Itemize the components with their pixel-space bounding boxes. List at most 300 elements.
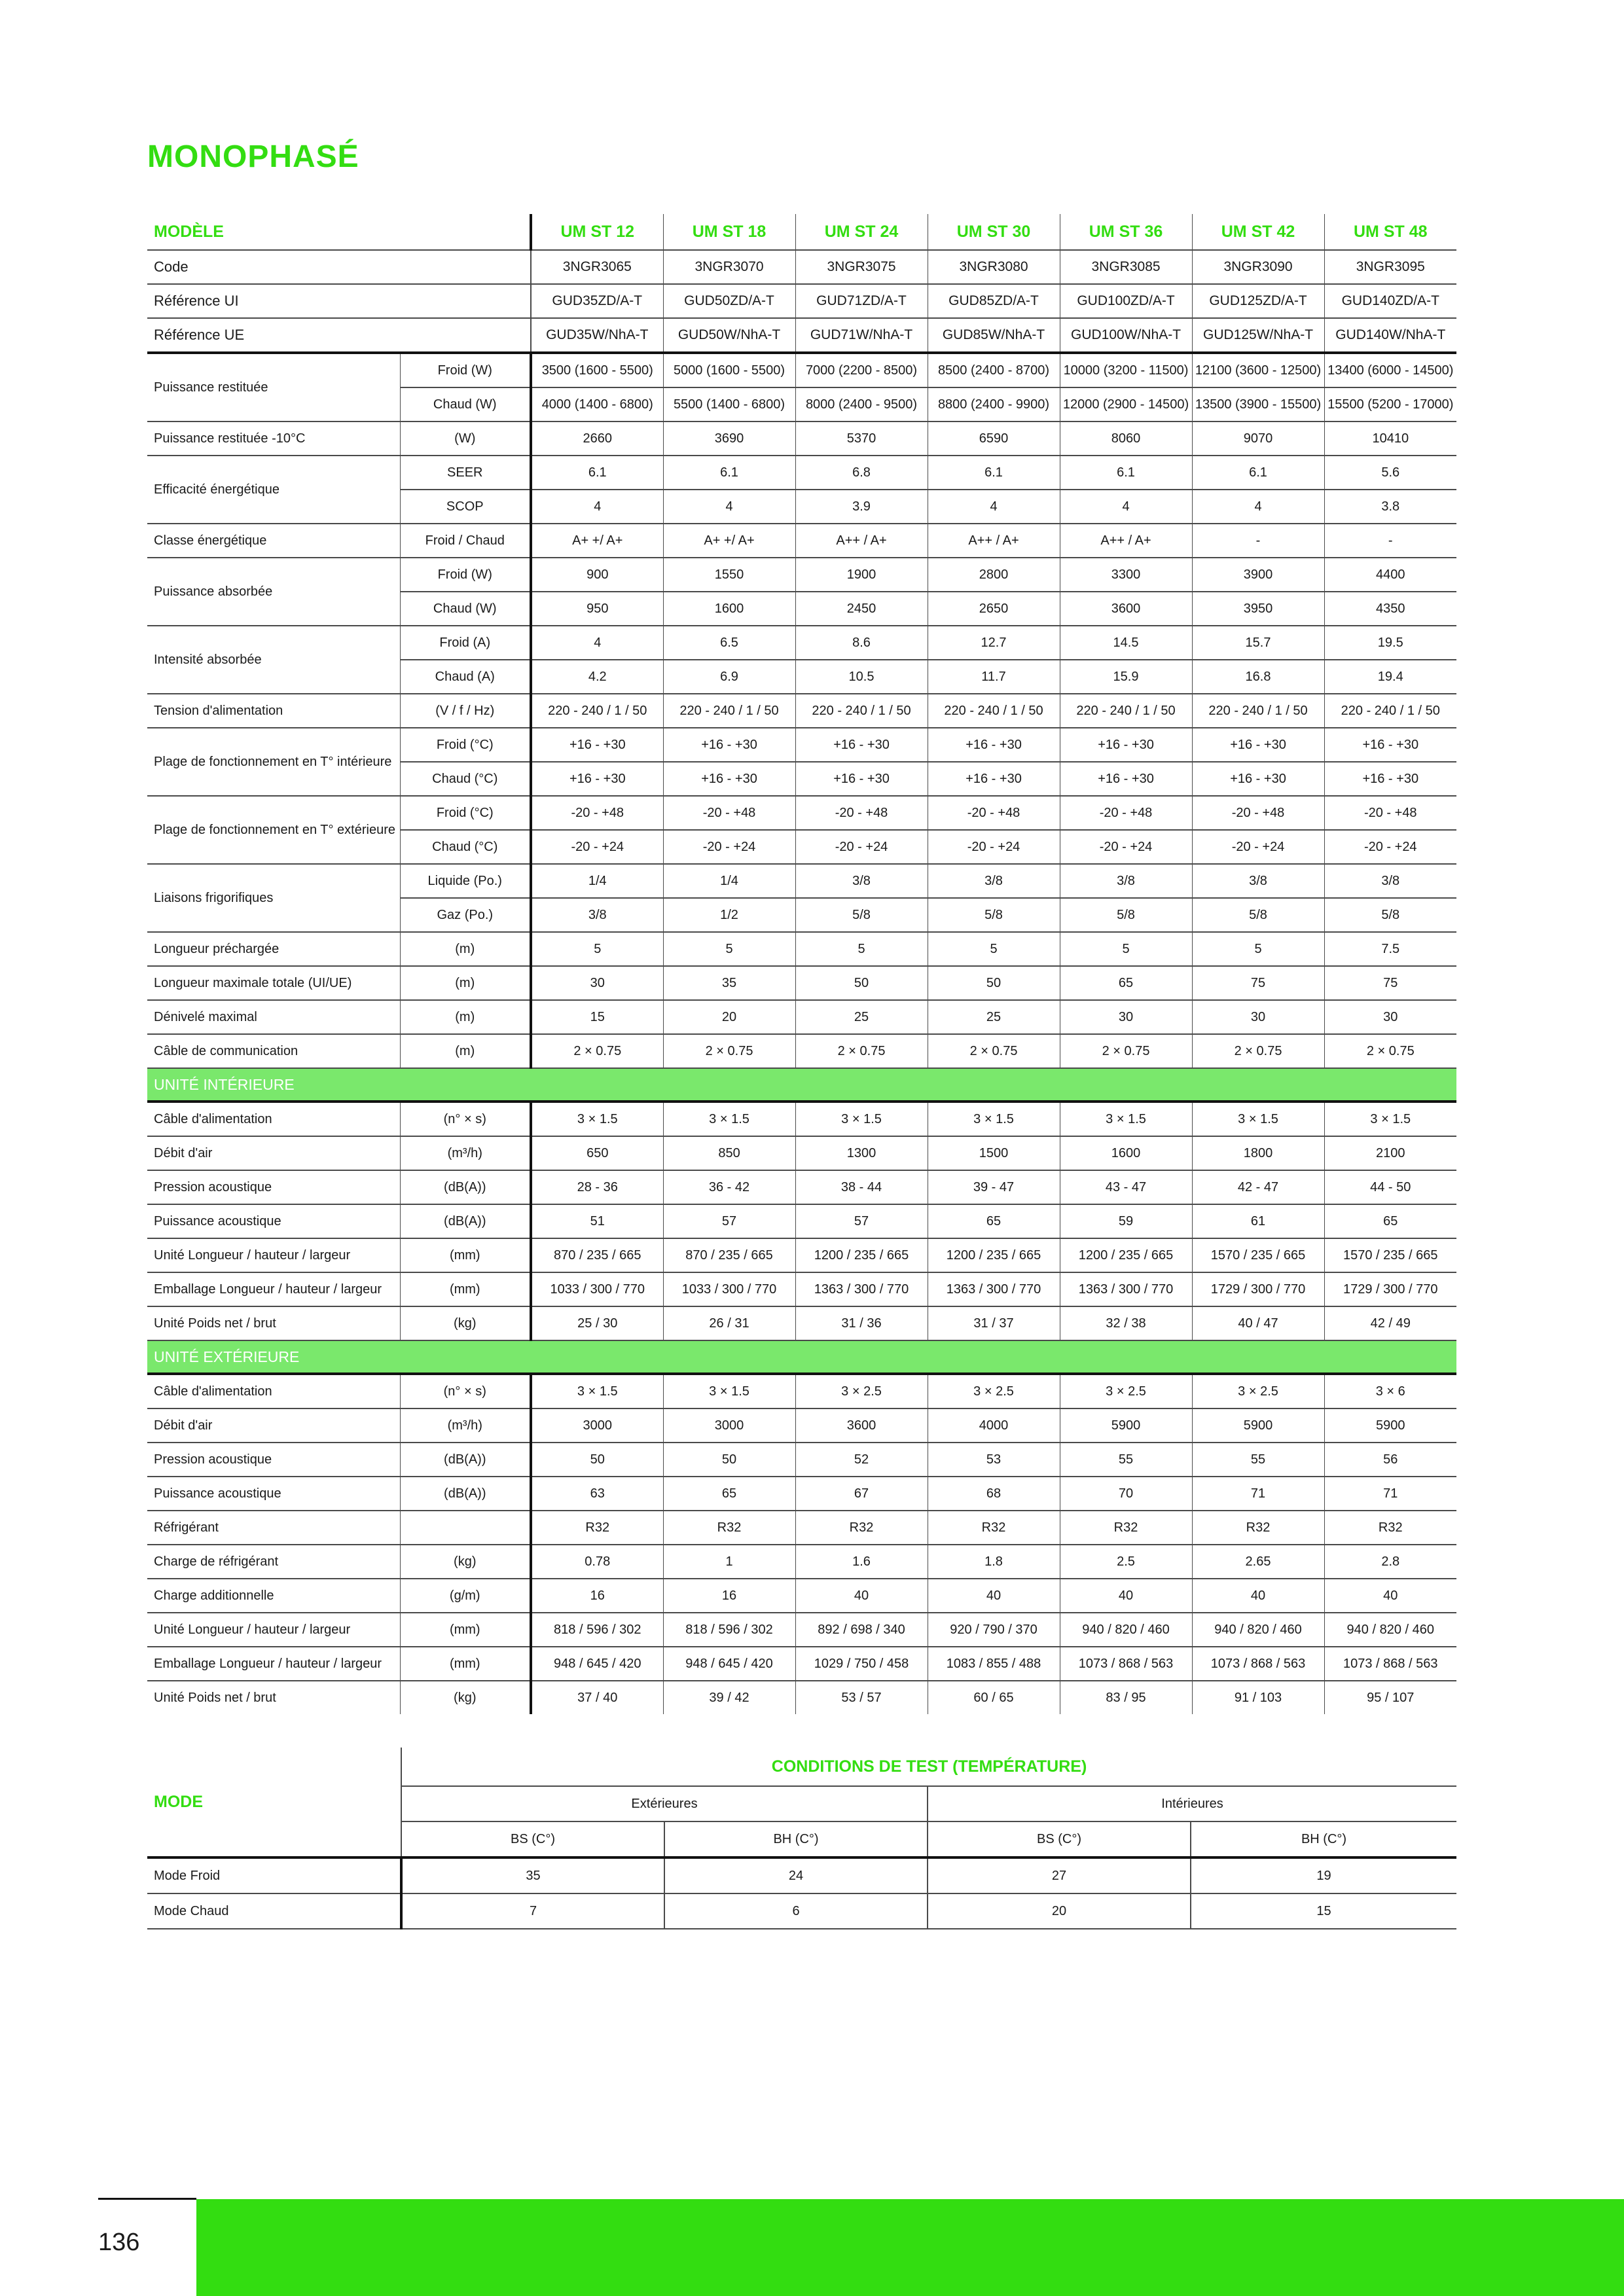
spec-table [147, 214, 1456, 1714]
value-cell: +16 - +30 [1324, 762, 1456, 796]
value-cell: +16 - +30 [1192, 728, 1324, 762]
value-cell: GUD71ZD/A-T [795, 284, 928, 318]
value-cell: 1200 / 235 / 665 [1060, 1238, 1192, 1272]
value-cell: -20 - +24 [1060, 830, 1192, 864]
row-label: Câble de communication [147, 1034, 400, 1068]
value-cell: GUD71W/NhA-T [795, 318, 928, 353]
value-cell: 31 / 36 [795, 1306, 928, 1340]
value-cell: 3/8 [531, 898, 663, 932]
value-cell: 43 - 47 [1060, 1170, 1192, 1204]
value-cell: 6.8 [795, 456, 928, 490]
value-cell: 1073 / 868 / 563 [1192, 1647, 1324, 1681]
value-cell: 50 [795, 966, 928, 1000]
value-cell: 7 [401, 1893, 664, 1929]
value-cell: 24 [664, 1857, 928, 1893]
row-label: Liaisons frigorifiques [147, 864, 400, 932]
value-cell: 35 [663, 966, 795, 1000]
unit-cell [400, 1511, 531, 1545]
value-cell: +16 - +30 [531, 728, 663, 762]
table-row [147, 694, 1456, 728]
value-cell: 3950 [1192, 592, 1324, 626]
model-header: UM ST 30 [928, 214, 1060, 250]
row-label: Intensité absorbée [147, 626, 400, 694]
value-cell: 15500 (5200 - 17000) [1324, 387, 1456, 422]
row-label: Référence UI [147, 284, 531, 318]
unit-cell: (m) [400, 966, 531, 1000]
value-cell: GUD35ZD/A-T [531, 284, 663, 318]
value-cell: 83 / 95 [1060, 1681, 1192, 1714]
value-cell: 3 × 1.5 [531, 1102, 663, 1136]
value-cell: -20 - +48 [1192, 796, 1324, 830]
value-cell: R32 [663, 1511, 795, 1545]
value-cell: 220 - 240 / 1 / 50 [663, 694, 795, 728]
subheader-cell: BH (C°) [664, 1821, 928, 1857]
row-label: Classe énergétique [147, 524, 400, 558]
value-cell: 6.1 [1060, 456, 1192, 490]
value-cell: -20 - +24 [1192, 830, 1324, 864]
value-cell: +16 - +30 [1060, 728, 1192, 762]
value-cell: 1 [663, 1545, 795, 1579]
row-label: Unité Longueur / hauteur / largeur [147, 1613, 400, 1647]
value-cell: 31 / 37 [928, 1306, 1060, 1340]
value-cell: 3 × 6 [1324, 1374, 1456, 1408]
value-cell: 8.6 [795, 626, 928, 660]
value-cell: 63 [531, 1477, 663, 1511]
value-cell: 10410 [1324, 422, 1456, 456]
unit-cell: Chaud (W) [400, 387, 531, 422]
value-cell: 1570 / 235 / 665 [1192, 1238, 1324, 1272]
group-header-exterieures: Extérieures [401, 1786, 928, 1821]
value-cell: 4 [531, 626, 663, 660]
value-cell: 3 × 1.5 [928, 1102, 1060, 1136]
value-cell: 1363 / 300 / 770 [928, 1272, 1060, 1306]
value-cell: 19.5 [1324, 626, 1456, 660]
value-cell: 40 [1324, 1579, 1456, 1613]
row-label: Câble d'alimentation [147, 1102, 400, 1136]
row-label: Unité Poids net / brut [147, 1306, 400, 1340]
value-cell: +16 - +30 [1192, 762, 1324, 796]
value-cell: 4 [928, 490, 1060, 524]
unit-cell: Froid (W) [400, 353, 531, 387]
table-row [147, 1272, 1456, 1306]
value-cell: 1900 [795, 558, 928, 592]
value-cell: GUD100W/NhA-T [1060, 318, 1192, 353]
value-cell: GUD50ZD/A-T [663, 284, 795, 318]
value-cell: 1500 [928, 1136, 1060, 1170]
value-cell: 35 [401, 1857, 664, 1893]
value-cell: 40 [1192, 1579, 1324, 1613]
value-cell: 50 [663, 1443, 795, 1477]
value-cell: 51 [531, 1204, 663, 1238]
value-cell: 7.5 [1324, 932, 1456, 966]
value-cell: R32 [531, 1511, 663, 1545]
value-cell: 30 [1192, 1000, 1324, 1034]
table-row [147, 1545, 1456, 1579]
table-row [147, 1374, 1456, 1408]
value-cell: 1729 / 300 / 770 [1192, 1272, 1324, 1306]
value-cell: 1073 / 868 / 563 [1324, 1647, 1456, 1681]
value-cell: GUD100ZD/A-T [1060, 284, 1192, 318]
value-cell: 5500 (1400 - 6800) [663, 387, 795, 422]
value-cell: 67 [795, 1477, 928, 1511]
row-label: Unité Longueur / hauteur / largeur [147, 1238, 400, 1272]
value-cell: 3NGR3065 [531, 250, 663, 284]
value-cell: 30 [1324, 1000, 1456, 1034]
value-cell: 2660 [531, 422, 663, 456]
unit-cell: (m) [400, 932, 531, 966]
value-cell: 37 / 40 [531, 1681, 663, 1714]
page-number: 136 [98, 2229, 140, 2256]
row-label: Débit d'air [147, 1136, 400, 1170]
table-row [147, 1408, 1456, 1443]
value-cell: 3NGR3095 [1324, 250, 1456, 284]
value-cell: 4 [663, 490, 795, 524]
value-cell: 13500 (3900 - 15500) [1192, 387, 1324, 422]
table-row [147, 1000, 1456, 1034]
unit-cell: (W) [400, 422, 531, 456]
value-cell: 1550 [663, 558, 795, 592]
value-cell: 5 [928, 932, 1060, 966]
row-label: Mode Chaud [147, 1893, 401, 1929]
row-label: Puissance acoustique [147, 1204, 400, 1238]
value-cell: 1363 / 300 / 770 [1060, 1272, 1192, 1306]
value-cell: 20 [663, 1000, 795, 1034]
table-row [147, 318, 1456, 353]
table-row [147, 1893, 1456, 1929]
value-cell: 44 - 50 [1324, 1170, 1456, 1204]
value-cell: 55 [1060, 1443, 1192, 1477]
value-cell: -20 - +48 [1324, 796, 1456, 830]
unit-cell: Froid (A) [400, 626, 531, 660]
model-header: UM ST 48 [1324, 214, 1456, 250]
row-label: Charge de réfrigérant [147, 1545, 400, 1579]
value-cell: 3690 [663, 422, 795, 456]
value-cell: 4 [1060, 490, 1192, 524]
unit-cell: Froid / Chaud [400, 524, 531, 558]
value-cell: 940 / 820 / 460 [1324, 1613, 1456, 1647]
value-cell: 4 [1192, 490, 1324, 524]
row-label: Puissance restituée [147, 353, 400, 422]
unit-cell: (dB(A)) [400, 1204, 531, 1238]
value-cell: 220 - 240 / 1 / 50 [1192, 694, 1324, 728]
value-cell: 30 [1060, 1000, 1192, 1034]
unit-cell: (mm) [400, 1613, 531, 1647]
value-cell: -20 - +48 [1060, 796, 1192, 830]
value-cell: 220 - 240 / 1 / 50 [928, 694, 1060, 728]
value-cell: 3300 [1060, 558, 1192, 592]
table-row [147, 1170, 1456, 1204]
value-cell: 57 [663, 1204, 795, 1238]
row-label: Mode Froid [147, 1857, 401, 1893]
value-cell: 5/8 [1192, 898, 1324, 932]
value-cell: 3/8 [795, 864, 928, 898]
value-cell: 8000 (2400 - 9500) [795, 387, 928, 422]
value-cell: 3/8 [1192, 864, 1324, 898]
value-cell: 3.9 [795, 490, 928, 524]
value-cell: 1073 / 868 / 563 [1060, 1647, 1192, 1681]
value-cell: 850 [663, 1136, 795, 1170]
group-header-interieures: Intérieures [928, 1786, 1456, 1821]
value-cell: 870 / 235 / 665 [663, 1238, 795, 1272]
model-header: UM ST 12 [531, 214, 663, 250]
value-cell: 3NGR3085 [1060, 250, 1192, 284]
unit-cell: (kg) [400, 1681, 531, 1714]
value-cell: 1033 / 300 / 770 [663, 1272, 795, 1306]
value-cell: 40 / 47 [1192, 1306, 1324, 1340]
value-cell: 36 - 42 [663, 1170, 795, 1204]
value-cell: -20 - +48 [795, 796, 928, 830]
value-cell: 65 [928, 1204, 1060, 1238]
value-cell: 40 [795, 1579, 928, 1613]
value-cell: 940 / 820 / 460 [1192, 1613, 1324, 1647]
value-cell: 4000 (1400 - 6800) [531, 387, 663, 422]
value-cell: -20 - +48 [928, 796, 1060, 830]
value-cell: 948 / 645 / 420 [663, 1647, 795, 1681]
table-row [147, 353, 1456, 387]
model-header: UM ST 18 [663, 214, 795, 250]
model-header: UM ST 24 [795, 214, 928, 250]
value-cell: 1083 / 855 / 488 [928, 1647, 1060, 1681]
table-row [147, 456, 1456, 490]
value-cell: -20 - +24 [663, 830, 795, 864]
value-cell: 6.1 [531, 456, 663, 490]
unit-cell: (V / f / Hz) [400, 694, 531, 728]
value-cell: 65 [663, 1477, 795, 1511]
value-cell: 5000 (1600 - 5500) [663, 353, 795, 387]
value-cell: 8500 (2400 - 8700) [928, 353, 1060, 387]
value-cell: 3 × 2.5 [1192, 1374, 1324, 1408]
unit-cell: Froid (W) [400, 558, 531, 592]
value-cell: 15.7 [1192, 626, 1324, 660]
value-cell: 10000 (3200 - 11500) [1060, 353, 1192, 387]
value-cell: 1800 [1192, 1136, 1324, 1170]
unit-cell: SCOP [400, 490, 531, 524]
model-header: UM ST 36 [1060, 214, 1192, 250]
value-cell: GUD125W/NhA-T [1192, 318, 1324, 353]
unit-cell: (mm) [400, 1238, 531, 1272]
value-cell: 920 / 790 / 370 [928, 1613, 1060, 1647]
value-cell: +16 - +30 [663, 728, 795, 762]
value-cell: 12000 (2900 - 14500) [1060, 387, 1192, 422]
value-cell: 38 - 44 [795, 1170, 928, 1204]
value-cell: 28 - 36 [531, 1170, 663, 1204]
value-cell: 53 / 57 [795, 1681, 928, 1714]
value-cell: 57 [795, 1204, 928, 1238]
table-row [147, 1681, 1456, 1714]
value-cell: 650 [531, 1136, 663, 1170]
value-cell: GUD35W/NhA-T [531, 318, 663, 353]
value-cell: 3 × 1.5 [1324, 1102, 1456, 1136]
value-cell: 1570 / 235 / 665 [1324, 1238, 1456, 1272]
value-cell: -20 - +24 [795, 830, 928, 864]
value-cell: 940 / 820 / 460 [1060, 1613, 1192, 1647]
table-row [147, 1443, 1456, 1477]
value-cell: 68 [928, 1477, 1060, 1511]
value-cell: 61 [1192, 1204, 1324, 1238]
row-label: Plage de fonctionnement en T° intérieure [147, 728, 400, 796]
table-row [147, 524, 1456, 558]
table-row [147, 966, 1456, 1000]
value-cell: 900 [531, 558, 663, 592]
value-cell: 40 [1060, 1579, 1192, 1613]
value-cell: 3/8 [1060, 864, 1192, 898]
table-row [147, 1647, 1456, 1681]
unit-cell: (kg) [400, 1545, 531, 1579]
value-cell: 16.8 [1192, 660, 1324, 694]
value-cell: 1200 / 235 / 665 [928, 1238, 1060, 1272]
value-cell: 71 [1192, 1477, 1324, 1511]
table-row [147, 558, 1456, 592]
value-cell: 2 × 0.75 [1324, 1034, 1456, 1068]
row-label: Code [147, 250, 531, 284]
value-cell: 2 × 0.75 [928, 1034, 1060, 1068]
value-cell: -20 - +48 [663, 796, 795, 830]
value-cell: 1.8 [928, 1545, 1060, 1579]
unit-cell: Chaud (W) [400, 592, 531, 626]
value-cell: 818 / 596 / 302 [531, 1613, 663, 1647]
value-cell: +16 - +30 [1060, 762, 1192, 796]
value-cell: 892 / 698 / 340 [795, 1613, 928, 1647]
value-cell: 2 × 0.75 [531, 1034, 663, 1068]
unit-cell: Chaud (°C) [400, 830, 531, 864]
unit-cell: (mm) [400, 1272, 531, 1306]
value-cell: 5/8 [1324, 898, 1456, 932]
value-cell: 6.1 [928, 456, 1060, 490]
value-cell: GUD85W/NhA-T [928, 318, 1060, 353]
value-cell: 5 [1192, 932, 1324, 966]
value-cell: 14.5 [1060, 626, 1192, 660]
value-cell: 65 [1324, 1204, 1456, 1238]
value-cell: 2 × 0.75 [795, 1034, 928, 1068]
value-cell: 220 - 240 / 1 / 50 [795, 694, 928, 728]
table-row [147, 1306, 1456, 1340]
value-cell: 5.6 [1324, 456, 1456, 490]
section-title: UNITÉ INTÉRIEURE [147, 1068, 1456, 1102]
row-label: Efficacité énergétique [147, 456, 400, 524]
value-cell: R32 [928, 1511, 1060, 1545]
value-cell: 75 [1324, 966, 1456, 1000]
unit-cell: (m³/h) [400, 1408, 531, 1443]
value-cell: 3/8 [1324, 864, 1456, 898]
row-label: Pression acoustique [147, 1443, 400, 1477]
value-cell: 70 [1060, 1477, 1192, 1511]
value-cell: 5/8 [928, 898, 1060, 932]
value-cell: 60 / 65 [928, 1681, 1060, 1714]
value-cell: 1029 / 750 / 458 [795, 1647, 928, 1681]
subheader-cell: BH (C°) [1191, 1821, 1456, 1857]
value-cell: 5 [663, 932, 795, 966]
model-header-label: MODÈLE [147, 214, 531, 250]
table-row [147, 1136, 1456, 1170]
value-cell: 12100 (3600 - 12500) [1192, 353, 1324, 387]
value-cell: 1300 [795, 1136, 928, 1170]
value-cell: GUD50W/NhA-T [663, 318, 795, 353]
value-cell: 20 [928, 1893, 1191, 1929]
value-cell: 25 [928, 1000, 1060, 1034]
value-cell: 5900 [1192, 1408, 1324, 1443]
value-cell: 95 / 107 [1324, 1681, 1456, 1714]
value-cell: 5 [1060, 932, 1192, 966]
model-header-row [147, 214, 1456, 250]
table-row [147, 1204, 1456, 1238]
row-label: Plage de fonctionnement en T° extérieure [147, 796, 400, 864]
value-cell: A+ +/ A+ [663, 524, 795, 558]
value-cell: R32 [1192, 1511, 1324, 1545]
value-cell: 30 [531, 966, 663, 1000]
value-cell: 3 × 2.5 [928, 1374, 1060, 1408]
value-cell: 42 / 49 [1324, 1306, 1456, 1340]
unit-cell: (g/m) [400, 1579, 531, 1613]
value-cell: 25 / 30 [531, 1306, 663, 1340]
table-row [147, 1511, 1456, 1545]
value-cell: 16 [531, 1579, 663, 1613]
table-row [147, 1102, 1456, 1136]
value-cell: 6.1 [1192, 456, 1324, 490]
unit-cell: Chaud (°C) [400, 762, 531, 796]
value-cell: 3600 [1060, 592, 1192, 626]
value-cell: R32 [1060, 1511, 1192, 1545]
value-cell: 2800 [928, 558, 1060, 592]
unit-cell: Froid (°C) [400, 728, 531, 762]
value-cell: 3NGR3070 [663, 250, 795, 284]
value-cell: 4350 [1324, 592, 1456, 626]
row-label: Charge additionnelle [147, 1579, 400, 1613]
row-label: Pression acoustique [147, 1170, 400, 1204]
value-cell: 27 [928, 1857, 1191, 1893]
value-cell: 56 [1324, 1443, 1456, 1477]
value-cell: +16 - +30 [928, 762, 1060, 796]
value-cell: - [1324, 524, 1456, 558]
unit-cell: (n° × s) [400, 1102, 531, 1136]
value-cell: 65 [1060, 966, 1192, 1000]
table-row [147, 728, 1456, 762]
value-cell: 16 [663, 1579, 795, 1613]
unit-cell: SEER [400, 456, 531, 490]
unit-cell: Liquide (Po.) [400, 864, 531, 898]
value-cell: 2 × 0.75 [1192, 1034, 1324, 1068]
value-cell: 55 [1192, 1443, 1324, 1477]
page-title: MONOPHASÉ [147, 139, 359, 174]
row-label: Longueur maximale totale (UI/UE) [147, 966, 400, 1000]
value-cell: 50 [531, 1443, 663, 1477]
value-cell: -20 - +24 [531, 830, 663, 864]
value-cell: 3 × 1.5 [1060, 1102, 1192, 1136]
value-cell: +16 - +30 [795, 762, 928, 796]
value-cell: 3 × 2.5 [795, 1374, 928, 1408]
value-cell: 1.6 [795, 1545, 928, 1579]
value-cell: 818 / 596 / 302 [663, 1613, 795, 1647]
value-cell: R32 [1324, 1511, 1456, 1545]
value-cell: 220 - 240 / 1 / 50 [531, 694, 663, 728]
row-label: Câble d'alimentation [147, 1374, 400, 1408]
value-cell: 3 × 1.5 [663, 1102, 795, 1136]
table-row [147, 1034, 1456, 1068]
value-cell: 9070 [1192, 422, 1324, 456]
value-cell: 220 - 240 / 1 / 50 [1060, 694, 1192, 728]
value-cell: 11.7 [928, 660, 1060, 694]
subheader-cell: BS (C°) [401, 1821, 664, 1857]
value-cell: -20 - +24 [928, 830, 1060, 864]
subheader-cell: BS (C°) [928, 1821, 1191, 1857]
value-cell: 1363 / 300 / 770 [795, 1272, 928, 1306]
value-cell: 2650 [928, 592, 1060, 626]
row-label: Débit d'air [147, 1408, 400, 1443]
value-cell: -20 - +24 [1324, 830, 1456, 864]
row-label: Puissance acoustique [147, 1477, 400, 1511]
value-cell: 10.5 [795, 660, 928, 694]
section-title: UNITÉ EXTÉRIEURE [147, 1340, 1456, 1374]
table-row [147, 250, 1456, 284]
